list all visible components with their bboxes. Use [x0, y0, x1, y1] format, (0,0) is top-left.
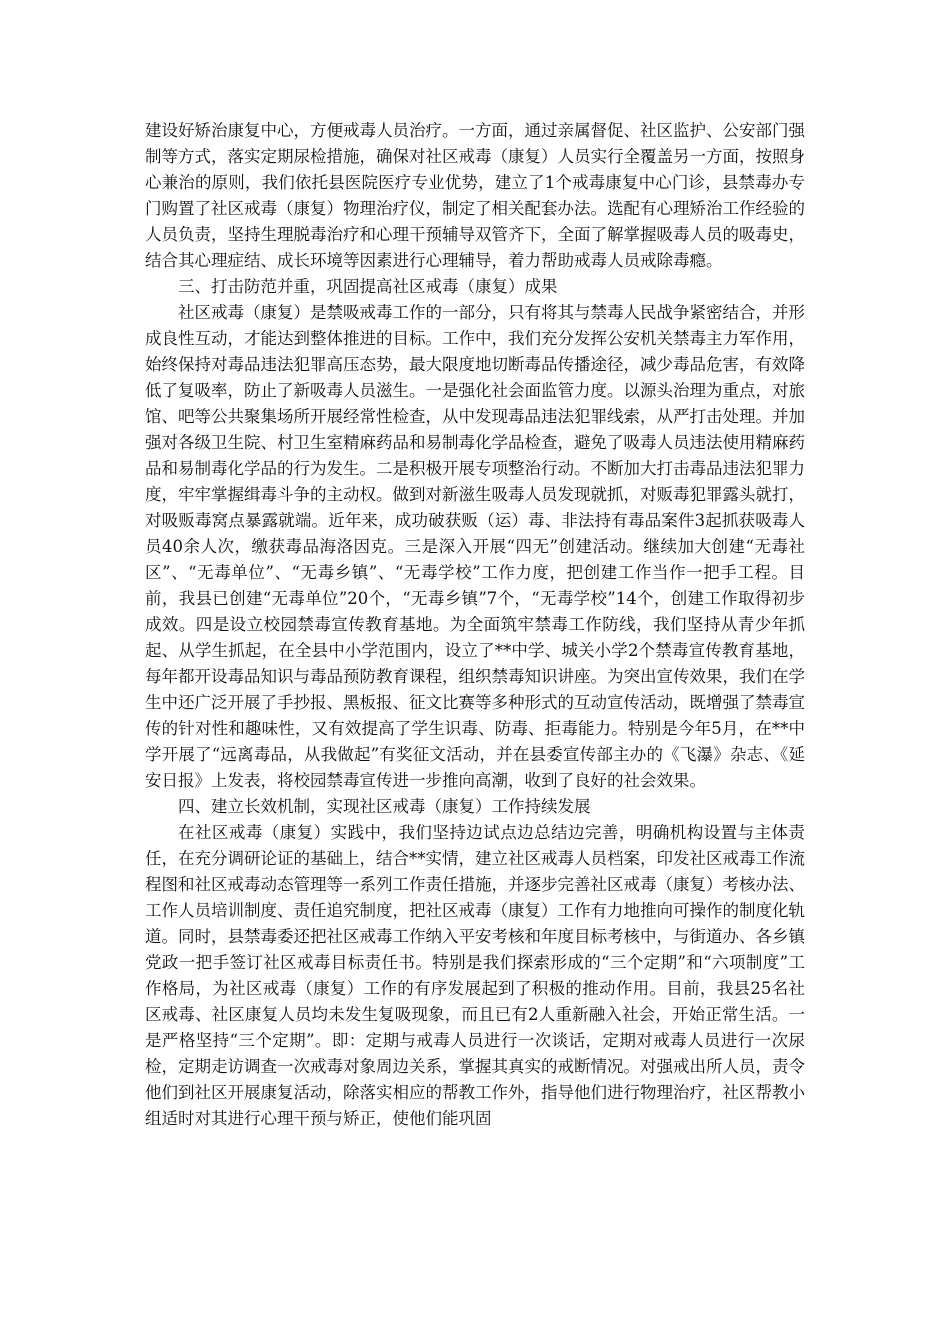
body-paragraph-1: 建设好矫治康复中心，方便戒毒人员治疗。一方面，通过亲属督促、社区监护、公安部门强制等方式，落实定期尿检措施，确保对社区戒毒（康复）人员实行全覆盖另一方面，按照身心兼治的原则，我们依托县医院医疗专业优势，建立了1个戒毒康复中心门诊，县禁毒办专门购置了社区戒毒（康复）物理治疗仪，制定了相关配套办法。选配有心理矫治工作经验的人员负责，坚持生理脱毒治疗和心理干预辅导双管齐下，全面了解掌握吸毒人员的吸毒史，结合其心理症结、成长环境等因素进行心理辅导，着力帮助戒毒人员戒除毒瘾。 — [145, 121, 805, 270]
body-paragraph-2: 社区戒毒（康复）是禁吸戒毒工作的一部分，只有将其与禁毒人民战争紧密结合，并形成良性互动，才能达到整体推进的目标。工作中，我们充分发挥公安机关禁毒主力军作用，始终保持对毒品违法犯罪高压态势，最大限度地切断毒品传播途径，减少毒品危害，有效降低了复吸率，防止了新吸毒人员滋生。一是强化社会面监管力度。以源头治理为重点，对旅馆、吧等公共聚集场所开展经常性检查，从中发现毒品违法犯罪线索，从严打击处理。并加强对各级卫生院、村卫生室精麻药品和易制毒化学品检查，避免了吸毒人员违法使用精麻药品和易制毒化学品的行为发生。二是积极开展专项整治行动。不断加大打击毒品违法犯罪力度，牢牢掌握缉毒斗争的主动权。做到对新滋生吸毒人员发现就抓，对贩毒犯罪露头就打，对吸贩毒窝点暴露就端。近年来，成功破获贩（运）毒、非法持有毒品案件3起抓获吸毒人员40余人次，缴获毒品海洛因克。三是深入开展“四无”创建活动。继续加大创建“无毒社区”、“无毒单位”、“无毒乡镇”、“无毒学校”工作力度，把创建工作当作一把手工程。目前，我县已创建“无毒单位”20个，“无毒乡镇”7个，“无毒学校”14个，创建工作取得初步成效。四是设立校园禁毒宣传教育基地。为全面筑牢禁毒工作防线，我们坚持从青少年抓起、从学生抓起，在全县中小学范围内，设立了**中学、城关小学2个禁毒宣传教育基地，每年都开设毒品知识与毒品预防教育课程，组织禁毒知识讲座。为突出宣传效果，我们在学生中还广泛开展了手抄报、黑板报、征文比赛等多种形式的互动宣传活动，既增强了禁毒宣传的针对性和趣味性，又有效提高了学生识毒、防毒、拒毒能力。特别是今年5月，在**中学开展了“远离毒品，从我做起”有奖征文活动，并在县委宣传部主办的《飞瀑》杂志、《延安日报》上发表，将校园禁毒宣传进一步推向高潮，收到了良好的社会效果。 — [145, 303, 805, 790]
section-heading-3: 三、打击防范并重，巩固提高社区戒毒（康复）成果 — [178, 277, 558, 296]
document-page — [145, 118, 805, 1132]
section-heading-4: 四、建立长效机制，实现社区戒毒（康复）工作持续发展 — [178, 797, 591, 816]
body-paragraph-3: 在社区戒毒（康复）实践中，我们坚持边试点边总结边完善，明确机构设置与主体责任，在充分调研论证的基础上，结合**实情，建立社区戒毒人员档案，印发社区戒毒工作流程图和社区戒毒动态管理等一系列工作责任措施，并逐步完善社区戒毒（康复）考核办法、工作人员培训制度、责任追究制度，把社区戒毒（康复）工作有力地推向可操作的制度化轨道。同时，县禁毒委还把社区戒毒工作纳入平安考核和年度目标考核中，与街道办、各乡镇党政一把手签订社区戒毒目标责任书。特别是我们探索形成的“三个定期”和“六项制度”工作格局，为社区戒毒（康复）工作的有序发展起到了积极的推动作用。目前，我县25名社区戒毒、社区康复人员均未发生复吸现象，而且已有2人重新融入社会，开始正常生活。一是严格坚持“三个定期”。即：定期与戒毒人员进行一次谈话，定期对戒毒人员进行一次尿检，定期走访调查一次戒毒对象周边关系，掌握其真实的戒断情况。对强戒出所人员，责令他们到社区开展康复活动，除落实相应的帮教工作外，指导他们进行物理治疗，社区帮教小组适时对其进行心理干预与矫正，使他们能巩固 — [145, 823, 805, 1128]
